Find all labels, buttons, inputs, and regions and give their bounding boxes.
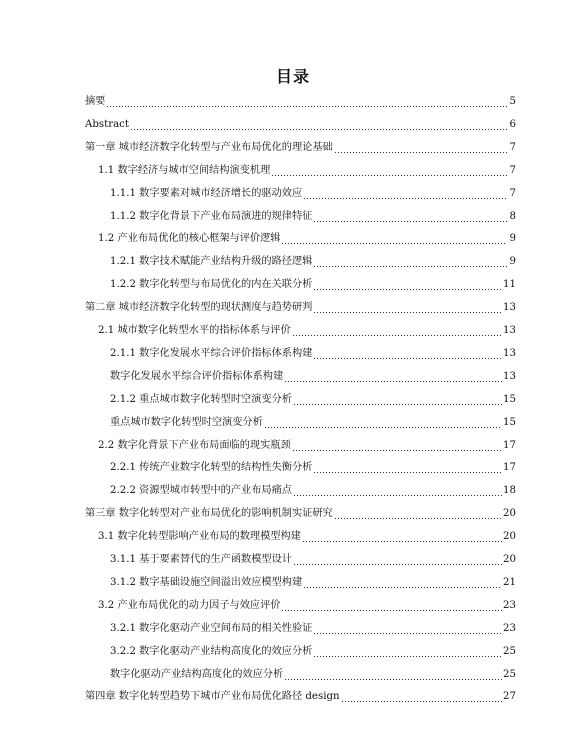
toc-entry-page-number: 23 [503, 599, 516, 611]
toc-entry-label: 重点城市数字化转型时空演变分析 [110, 416, 263, 428]
toc-entry-label: 2.1.1 数字化发展水平综合评价指标体系构建 [110, 347, 313, 359]
toc-entry[interactable] [110, 410, 516, 430]
dot-leader [271, 164, 507, 178]
toc-entry-label: 3.2 产业布局优化的动力因子与效应评价 [98, 599, 281, 611]
toc-entry-label: 2.1.2 重点城市数字化转型时空演变分析 [110, 393, 292, 405]
toc-entry-page-number: 13 [503, 370, 516, 382]
toc-entry[interactable] [110, 616, 516, 636]
dot-leader [284, 370, 502, 384]
toc-entry[interactable] [98, 433, 516, 453]
toc-entry-label: 第一章 城市经济数字化转型与产业布局优化的理论基础 [85, 141, 333, 153]
dot-leader [313, 255, 507, 269]
toc-entry-page-number: 13 [503, 325, 516, 336]
dot-leader [313, 301, 502, 315]
toc-entry[interactable] [85, 112, 516, 132]
dot-leader [106, 95, 507, 109]
dot-leader [334, 141, 507, 155]
toc-entry-label: 1.1.1 数字要素对城市经济增长的驱动效应 [110, 187, 303, 199]
toc-entry-page-number: 17 [503, 462, 516, 474]
toc-entry-label: 1.2 产业布局优化的核心框架与评价逻辑 [98, 233, 281, 245]
dot-leader [313, 347, 502, 361]
toc-entry-label: 2.2 数字化背景下产业布局面临的现实瓶颈 [98, 439, 291, 451]
toc-entry[interactable] [110, 364, 516, 384]
toc-entry-page-number: 25 [503, 668, 516, 680]
toc-entry-page-number: 23 [503, 622, 516, 634]
dot-leader [293, 553, 502, 567]
toc-entry-page-number: 13 [503, 302, 516, 314]
toc-entry-page-number: 13 [503, 347, 516, 359]
toc-entry[interactable] [110, 662, 516, 682]
toc-entry-label: 第四章 数字化转型趋势下城市产业布局优化路径 design [85, 691, 340, 703]
toc-entry[interactable] [98, 158, 516, 178]
toc-entry[interactable] [85, 89, 516, 109]
toc-entry[interactable] [110, 272, 516, 292]
toc-entry-page-number: 15 [503, 416, 516, 428]
toc-entry-label: 1.1 数字经济与城市空间结构演变机理 [98, 164, 271, 176]
toc-entry[interactable] [110, 204, 516, 224]
toc-entry-page-number: 25 [503, 645, 516, 657]
toc-entry[interactable] [110, 249, 516, 269]
dot-leader [281, 599, 502, 613]
toc-entry-page-number: 27 [503, 691, 516, 703]
toc-entry-label: 2.2.1 传统产业数字化转型的结构性失衡分析 [110, 462, 313, 474]
toc-entry-label: 1.1.2 数字化背景下产业布局演进的规律特征 [110, 210, 313, 222]
toc-entry[interactable] [110, 387, 516, 407]
toc-entry[interactable] [98, 593, 516, 613]
dot-leader [341, 690, 503, 704]
toc-entry-page-number: 11 [503, 279, 516, 291]
dot-leader [293, 393, 502, 407]
toc-entry-page-number: 5 [509, 96, 516, 107]
toc-entry[interactable] [110, 455, 516, 475]
toc-entry[interactable] [85, 501, 516, 521]
dot-leader [313, 622, 502, 636]
toc-entry-label: 2.1 城市数字化转型水平的指标体系与评价 [98, 325, 291, 336]
dot-leader [292, 324, 502, 338]
toc-entry-page-number: 7 [509, 164, 516, 176]
dot-leader [313, 461, 502, 475]
toc-entry[interactable] [98, 318, 516, 338]
toc-entry[interactable] [110, 570, 516, 590]
toc-entry[interactable] [110, 478, 516, 498]
dot-leader [293, 484, 502, 498]
toc-entry-page-number: 17 [503, 439, 516, 451]
dot-leader [303, 576, 502, 590]
toc-entry[interactable] [110, 547, 516, 567]
toc-entry-page-number: 20 [503, 531, 516, 543]
dot-leader [281, 232, 507, 246]
toc-entry-label: 数字化发展水平综合评价指标体系构建 [110, 370, 284, 382]
toc-entry-label: 1.2.2 数字化转型与布局优化的内在关联分析 [110, 279, 313, 291]
toc-entry-page-number: 21 [503, 576, 516, 588]
toc-entry[interactable] [85, 135, 516, 155]
dot-leader [334, 507, 502, 521]
toc-entry-page-number: 9 [509, 256, 516, 268]
toc-entry-label: 3.1.1 基于要素替代的生产函数模型设计 [110, 554, 292, 565]
toc-entry-page-number: 6 [509, 118, 516, 130]
toc-entry-page-number: 15 [503, 393, 516, 405]
toc-entry-label: 数字化驱动产业结构高度化的效应分析 [110, 668, 284, 680]
toc-entry[interactable] [98, 524, 516, 544]
toc-entry-label: 1.2.1 数字技术赋能产业结构升级的路径逻辑 [110, 256, 313, 268]
dot-leader [130, 118, 507, 132]
dot-leader [284, 668, 502, 682]
dot-leader [313, 278, 502, 292]
toc-entry[interactable] [110, 639, 516, 659]
dot-leader [313, 210, 507, 224]
toc-entry-page-number: 20 [503, 508, 516, 520]
toc-entry-label: 3.1 数字化转型影响产业布局的数理模型构建 [98, 531, 301, 543]
toc-entry-page-number: 7 [509, 141, 516, 153]
toc-entry[interactable] [85, 295, 516, 315]
toc-entry-label: Abstract [85, 118, 129, 130]
toc-entry-label: 3.2.1 数字化驱动产业空间布局的相关性验证 [110, 622, 313, 634]
toc-entry-label: 3.1.2 数字基础设施空间溢出效应模型构建 [110, 576, 303, 588]
toc-entry-page-number: 8 [509, 210, 516, 222]
dot-leader [292, 439, 502, 453]
toc-entry-label: 摘要 [85, 96, 106, 107]
toc-entry-page-number: 18 [503, 485, 516, 497]
toc-entry-label: 第三章 数字化转型对产业布局优化的影响机制实证研究 [85, 508, 333, 520]
dot-leader [303, 187, 507, 201]
toc-entry-label: 第二章 城市经济数字化转型的现状测度与趋势研判 [85, 302, 313, 314]
dot-leader [264, 416, 502, 430]
dot-leader [302, 530, 502, 544]
toc-entry-label: 2.2.2 资源型城市转型中的产业布局痛点 [110, 485, 292, 497]
toc-entry-page-number: 9 [509, 233, 516, 245]
toc-entry-page-number: 20 [503, 554, 516, 565]
toc-entry-label: 3.2.2 数字化驱动产业结构高度化的效应分析 [110, 645, 313, 657]
toc-entry[interactable] [98, 226, 516, 246]
page-title: 目录 [275, 67, 310, 86]
toc-entry[interactable] [110, 181, 516, 201]
toc-entry-page-number: 7 [509, 187, 516, 199]
dot-leader [313, 645, 502, 659]
toc-entry[interactable] [110, 341, 516, 361]
toc-entry[interactable] [85, 684, 516, 704]
